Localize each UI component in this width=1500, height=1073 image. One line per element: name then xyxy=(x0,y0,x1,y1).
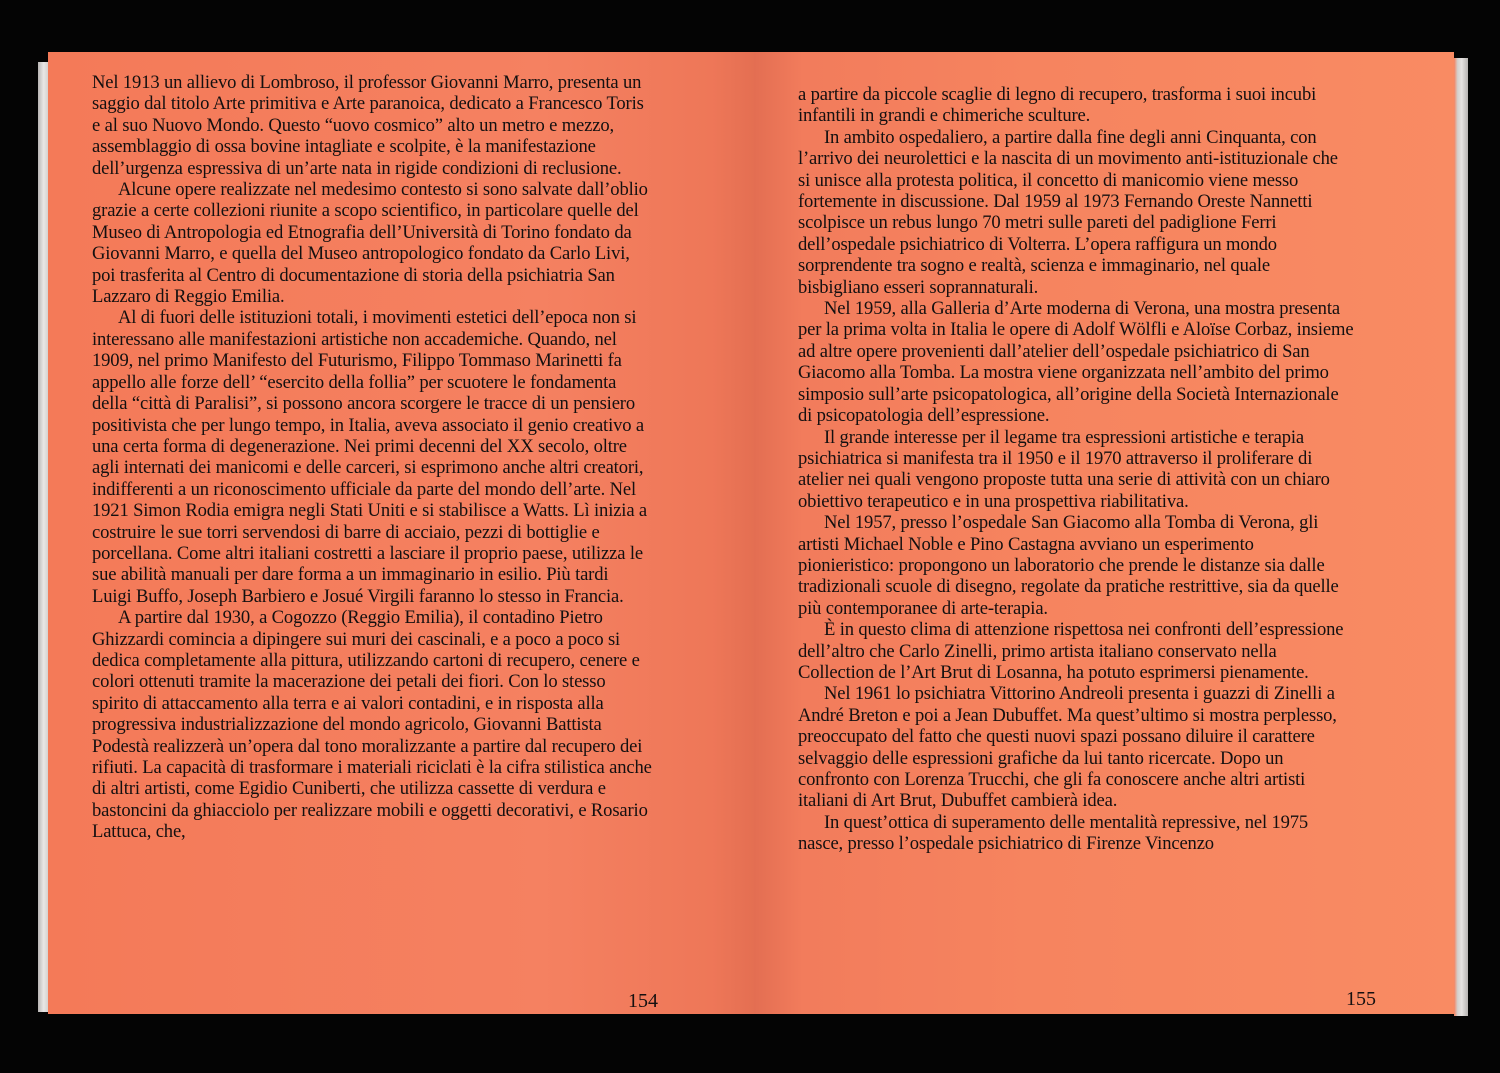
paragraph: Al di fuori delle istituzioni totali, i movimenti estetici dell’epoca non si interessano alle manifestazioni artistiche non accademiche. Quando, nel 1909, nel primo Manifesto del Futurismo, Filippo Tommaso Marinetti fa appello alle forze dell’ “esercito della follia” per scuotere le fondamenta della “città di Paralisi”, si possono ancora scorgere le tracce di un pensiero positivista che per lungo tempo, in Italia, aveva associato il genio creativo a una certa forma di degenerazione. Nei primi decenni del XX secolo, oltre agli internati dei manicomi e delle carceri, si esprimono anche altri creatori, indifferenti a un riconoscimento ufficiale da parte del mondo dell’arte. Nel 1921 Simon Rodia emigra negli Stati Uniti e si stabilisce a Watts. Lì inizia a costruire le sue torri servendosi di barre di acciaio, pezzi di bottiglie e porcellana. Come altri italiani costretti a lasciare il proprio paese, utilizza le sue abilità manuali per dare forma a un immaginario in esilio. Più tardi Luigi Buffo, Joseph Barbiero e Josué Virgili faranno lo stesso in Francia. xyxy=(92,307,648,607)
paragraph: In ambito ospedaliero, a partire dalla fine degli anni Cinquanta, con l’arrivo dei neurolettici e la nascita di un movimento anti-istituzionale che si unisce alla protesta politica, il concetto di manicomio viene messo fortemente in discussione. Dal 1959 al 1973 Fernando Oreste Nannetti scolpisce un rebus lungo 70 metri sulle pareti del padiglione Ferri dell’ospedale psichiatrico di Volterra. L’opera raffigura un mondo sorprendente tra sogno e realtà, scienza e immaginario, nel quale bisbigliano esseri soprannaturali. xyxy=(798,126,1338,298)
paragraph: In quest’ottica di superamento delle mentalità repressive, nel 1975 nasce, presso l’ospedale psichiatrico di Firenze Vincenzo xyxy=(798,811,1309,855)
page-number: 154 xyxy=(628,990,658,1012)
paragraph: Nel 1957, presso l’ospedale San Giacomo alla Tomba di Verona, gli artisti Michael Noble e Pino Castagna avviano un esperimento pionieristico: propongono un laboratorio che prende le distanze sia dalle tradizionali scuole di disegno, regolate da pratiche restrittive, sia da quelle più contemporanee di arte-terapia. xyxy=(798,512,1339,619)
right-page xyxy=(754,52,1454,1014)
paragraph: Nel 1961 lo psichiatra Vittorino Andreoli presenta i guazzi di Zinelli a André Breton e poi a Jean Dubuffet. Ma quest’ultimo si mostra perplesso, preoccupato del fatto che questi nuovi spazi possano diluire il carattere selvaggio delle espressioni grafiche da lui tanto ricercate. Dopo un confronto con Lorenza Trucchi, che gli fa conoscere anche altri artisti italiani di Art Brut, Dubuffet cambierà idea. xyxy=(798,683,1337,812)
paragraph: È in questo clima di attenzione rispettosa nei confronti dell’espressione dell’altro che Carlo Zinelli, primo artista italiano conservato nella Collection de l’Art Brut di Losanna, ha potuto esprimersi pienamente. xyxy=(798,619,1344,683)
right-page-body xyxy=(798,84,1354,855)
paragraph: Nel 1959, alla Galleria d’Arte moderna di Verona, una mostra presenta per la prima volta in Italia le opere di Adolf Wölfli e Aloïse Corbaz, insieme ad altre opere provenienti dall’atelier dell’ospedale psichiatrico di San Giacomo alla Tomba. La mostra viene organizzata nell’ambito del primo simposio sull’arte psicopatologica, all’origine della Società Internazionale di psicopatologia dell’espressione. xyxy=(798,298,1354,427)
open-book xyxy=(30,52,1468,1020)
paragraph: a partire da piccole scaglie di legno di recupero, trasforma i suoi incubi infantili in grandi e chimeriche sculture. xyxy=(798,84,1317,127)
paragraph: Il grande interesse per il legame tra espressioni artistiche e terapia psichiatrica si manifesta tra il 1950 e il 1970 attraverso il proliferare di atelier nei quali vengono proposte tutta una serie di attività con un chiaro obiettivo terapeutico e in una prospettiva riabilitativa. xyxy=(798,426,1330,512)
left-page-body xyxy=(92,72,652,843)
paragraph: Alcune opere realizzate nel medesimo contesto si sono salvate dall’oblio grazie a certe collezioni riunite a scopo scientifico, in particolare quelle del Museo di Antropologia ed Etnografia dell’Università di Torino fondato da Giovanni Marro, e quella del Museo antropologico fondato da Carlo Livi, poi trasferita al Centro di documentazione di storia della psichiatria San Lazzaro di Reggio Emilia. xyxy=(92,179,648,308)
page-edges-right xyxy=(1454,58,1468,1016)
paragraph: A partire dal 1930, a Cogozzo (Reggio Emilia), il contadino Pietro Ghizzardi comincia a dipingere sui muri dei cascinali, e a poco a poco si dedica completamente alla pittura, utilizzando cartoni di recupero, cenere e colori ottenuti tramite la macerazione dei petali dei fiori. Con lo stesso spirito di attaccamento alla terra e ai valori contadini, e in risposta alla progressiva industrializzazione del mondo agricolo, Giovanni Battista Podestà realizzerà un’opera dal tono moralizzante a partire dal recupero dei rifiuti. La capacità di trasformare i materiali riciclati è la cifra stilistica anche di altri artisti, come Egidio Cuniberti, che utilizza cassette di verdura e bastoncini da ghiacciolo per realizzare mobili e oggetti decorativi, e Rosario Lattuca, che, xyxy=(92,607,652,843)
left-page xyxy=(48,52,754,1014)
page-number: 155 xyxy=(1346,988,1376,1010)
paragraph: Nel 1913 un allievo di Lombroso, il professor Giovanni Marro, presenta un saggio dal titolo Arte primitiva e Arte paranoica, dedicato a Francesco Toris e al suo Nuovo Mondo. Questo “uovo cosmico” alto un metro e mezzo, assemblaggio di ossa bovine intagliate e scolpite, è la manifestazione dell’urgenza espressiva di un’arte nata in rigide condizioni di reclusione. xyxy=(92,72,644,179)
